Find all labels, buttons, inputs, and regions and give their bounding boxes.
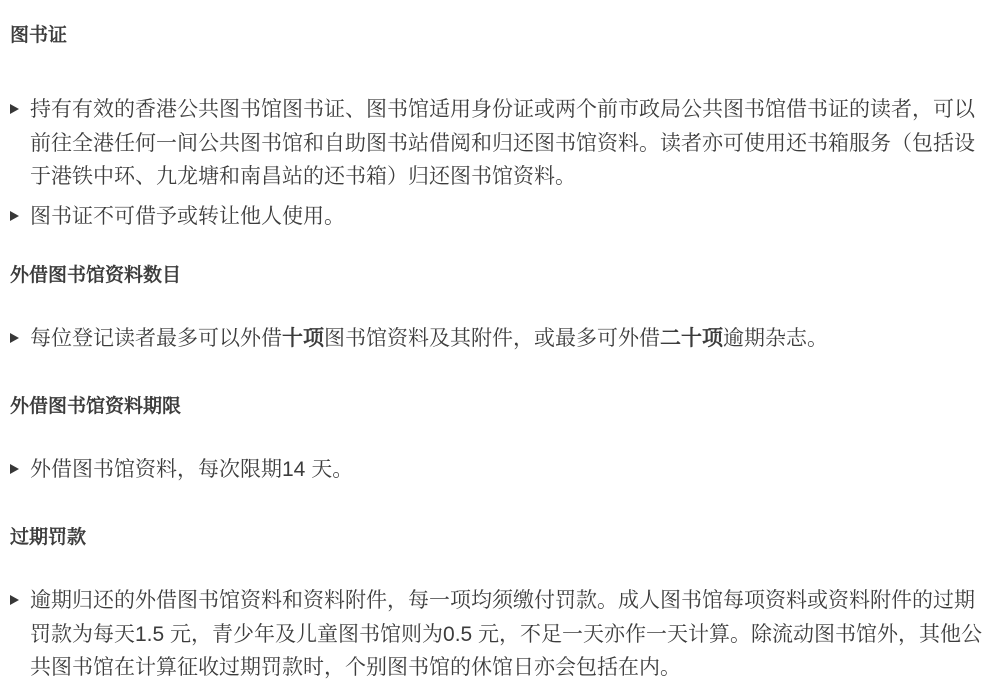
- list-item: [10, 200, 986, 234]
- section-library-card: [10, 22, 986, 233]
- bullet-text: [30, 93, 986, 194]
- triangle-bullet-icon: [10, 333, 19, 343]
- section-heading-loan-period: 外借图书馆资料期限: [10, 395, 182, 417]
- bullet-list: [10, 584, 986, 685]
- list-item: [10, 322, 986, 356]
- text-segment: 图书馆资料及其附件，或最多可外借: [324, 327, 660, 350]
- bullet-text: [30, 453, 353, 487]
- text-segment: 每位登记读者最多可以外借: [30, 327, 282, 350]
- text-segment-bold: 二十项: [660, 327, 723, 350]
- text-segment: 逾期归还的外借图书馆资料和资料附件，每一项均须缴付罚款。成人图书馆每项资料或资料附件的过期罚款为每天1.5 元，青少年及儿童图书馆则为0.5 元，不足一天亦作一天计算。除流动图书馆外，其他公共图书馆在计算征收过期罚款时，个别图书馆的休馆日亦会包括在内。: [30, 589, 983, 679]
- list-item: [10, 453, 986, 487]
- bullet-list: [10, 93, 986, 233]
- list-item: [10, 584, 986, 685]
- section-loan-period: [10, 393, 986, 487]
- bullet-text: [30, 584, 986, 685]
- text-segment: 持有有效的香港公共图书馆图书证、图书馆适用身份证或两个前市政局公共图书馆借书证的读者，可以前往全港任何一间公共图书馆和自助图书站借阅和归还图书馆资料。读者亦可使用还书箱服务（包括设于港铁中环、九龙塘和南昌站的还书箱）归还图书馆资料。: [30, 98, 975, 188]
- bullet-list: [10, 322, 986, 356]
- section-heading-library-card: 图书证: [10, 25, 68, 46]
- triangle-bullet-icon: [10, 211, 19, 221]
- text-segment: 外借图书馆资料，每次限期14 天。: [30, 457, 354, 481]
- section-overdue-fines: [10, 524, 986, 685]
- text-segment-bold: 十项: [282, 327, 324, 350]
- triangle-bullet-icon: [10, 595, 19, 605]
- section-heading-loan-quota: 外借图书馆资料数目: [10, 265, 182, 286]
- text-segment: 图书证不可借予或转让他人使用。: [30, 204, 345, 228]
- section-heading-overdue-fines: 过期罚款: [10, 527, 87, 548]
- triangle-bullet-icon: [10, 104, 19, 114]
- bullet-list: [10, 453, 986, 487]
- bullet-text: [30, 322, 828, 356]
- triangle-bullet-icon: [10, 464, 19, 474]
- bullet-text: [30, 200, 345, 234]
- list-item: [10, 93, 986, 194]
- section-loan-quota: [10, 262, 986, 356]
- text-segment: 逾期杂志。: [723, 327, 828, 350]
